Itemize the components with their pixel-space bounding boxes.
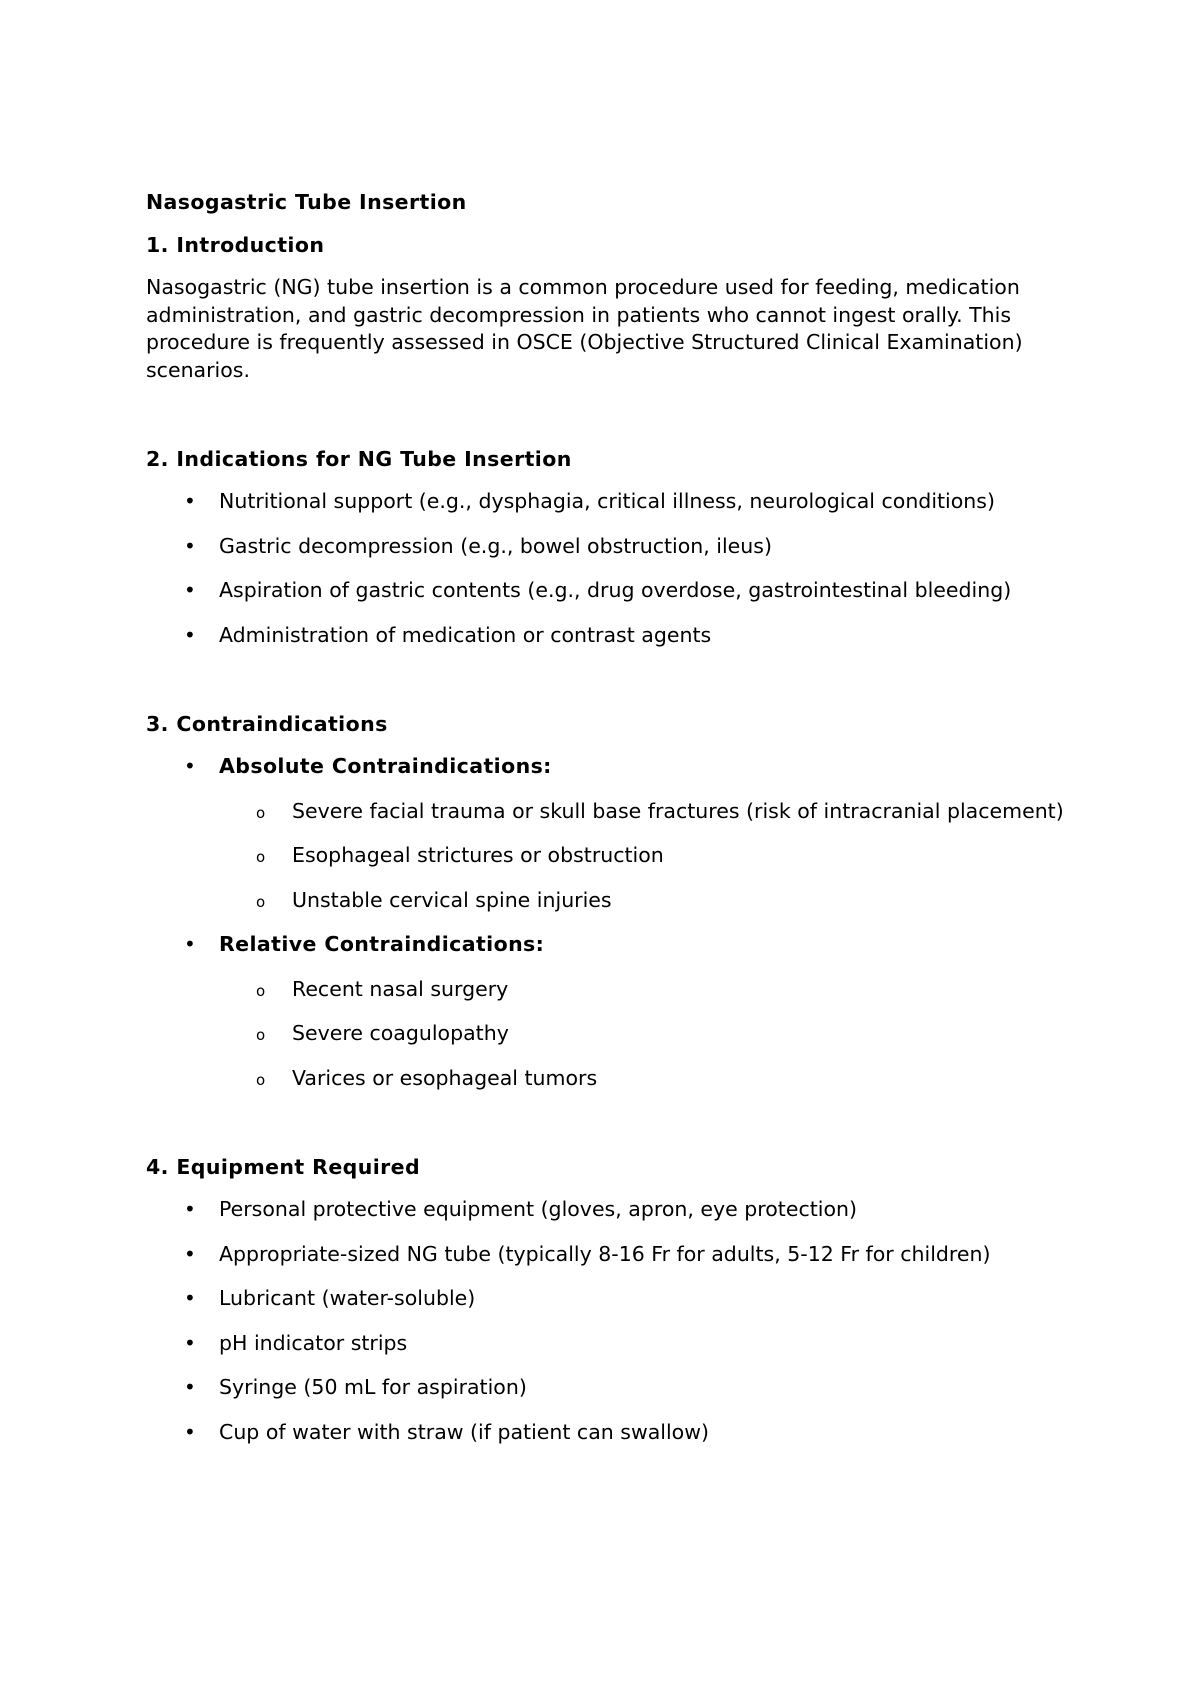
list-item xyxy=(146,1419,1076,1447)
sub-bullet-icon: o xyxy=(256,981,266,1000)
sub-list-item-text: Recent nasal surgery xyxy=(292,976,509,1001)
bullet-icon: • xyxy=(184,578,196,602)
sub-list-item xyxy=(219,842,1076,870)
bullet-icon: • xyxy=(184,533,196,558)
list-item-text: pH indicator strips xyxy=(219,1330,408,1355)
section-heading-equipment: 4. Equipment Required xyxy=(146,1155,421,1179)
sub-list-item-text: Esophageal strictures or obstruction xyxy=(292,843,664,867)
sub-bullet-icon: o xyxy=(256,1070,266,1089)
sub-list-item xyxy=(219,1065,1076,1093)
absolute-contraindications-label: Absolute Contraindications: xyxy=(219,754,552,778)
document-title: Nasogastric Tube Insertion xyxy=(146,190,467,214)
sub-list-item-text: Severe facial trauma or skull base fractures (risk of intracranial placement) xyxy=(292,798,1064,823)
list-item-text: Syringe (50 mL for aspiration) xyxy=(219,1375,527,1399)
sub-bullet-icon: o xyxy=(256,803,266,822)
sub-list-item xyxy=(219,798,1076,826)
list-item-text: Aspiration of gastric contents (e.g., drug overdose, gastrointestinal bleeding) xyxy=(219,578,1012,602)
section-heading-introduction: 1. Introduction xyxy=(146,233,325,257)
contraindications-list xyxy=(146,753,1076,1092)
bullet-icon: • xyxy=(184,1241,196,1266)
list-item-text: Gastric decompression (e.g., bowel obstruction, ileus) xyxy=(219,533,772,558)
list-item xyxy=(146,533,1076,561)
list-item xyxy=(146,488,1076,516)
bullet-icon: • xyxy=(184,622,196,647)
bullet-icon: • xyxy=(184,1286,196,1310)
section-heading-indications: 2. Indications for NG Tube Insertion xyxy=(146,447,572,471)
absolute-contraindications-list xyxy=(219,798,1076,915)
sub-list-item-text: Varices or esophageal tumors xyxy=(292,1065,598,1090)
list-item-text: Lubricant (water-soluble) xyxy=(219,1286,476,1310)
list-item-text: Nutritional support (e.g., dysphagia, critical illness, neurological conditions) xyxy=(219,489,995,513)
list-item xyxy=(146,1330,1076,1358)
sub-list-item-text: Unstable cervical spine injuries xyxy=(292,887,612,912)
list-item-text: Cup of water with straw (if patient can swallow) xyxy=(219,1419,709,1444)
relative-contraindications-label: Relative Contraindications: xyxy=(219,932,545,956)
bullet-icon: • xyxy=(184,1197,196,1221)
list-item-relative-contraindications xyxy=(146,931,1076,1092)
relative-contraindications-list xyxy=(219,976,1076,1093)
list-item xyxy=(146,1241,1076,1269)
introduction-paragraph: Nasogastric (NG) tube insertion is a common procedure used for feeding, medication administration, and gastric decompression in patients who cannot ingest orally. This procedure is frequently assessed in OSCE (Objective Structured Clinical Examination) scenarios. xyxy=(146,275,1023,382)
list-item xyxy=(146,1374,1076,1402)
bullet-icon: • xyxy=(184,489,196,513)
spacer xyxy=(146,384,1076,445)
list-item-text: Administration of medication or contrast agents xyxy=(219,622,712,647)
spacer xyxy=(146,666,1076,710)
list-item-text: Personal protective equipment (gloves, apron, eye protection) xyxy=(219,1197,857,1221)
sub-list-item xyxy=(219,887,1076,915)
sub-list-item-text: Severe coagulopathy xyxy=(292,1021,509,1045)
bullet-icon: • xyxy=(184,932,196,956)
list-item xyxy=(146,577,1076,605)
list-item xyxy=(146,1196,1076,1224)
bullet-icon: • xyxy=(184,1419,196,1444)
section-introduction xyxy=(146,231,1076,384)
document-page xyxy=(146,188,1076,1463)
spacer xyxy=(146,1109,1076,1153)
sub-bullet-icon: o xyxy=(256,848,266,866)
bullet-icon: • xyxy=(184,1375,196,1399)
sub-list-item xyxy=(219,1020,1076,1048)
sub-bullet-icon: o xyxy=(256,892,266,911)
list-item xyxy=(146,1285,1076,1313)
equipment-list xyxy=(146,1196,1076,1446)
list-item xyxy=(146,622,1076,650)
indications-list xyxy=(146,488,1076,649)
section-equipment xyxy=(146,1153,1076,1446)
bullet-icon: • xyxy=(184,754,196,778)
list-item-absolute-contraindications xyxy=(146,753,1076,914)
sub-bullet-icon: o xyxy=(256,1026,266,1044)
list-item-text: Appropriate-sized NG tube (typically 8-16 Fr for adults, 5-12 Fr for children) xyxy=(219,1241,991,1266)
bullet-icon: • xyxy=(184,1330,196,1355)
section-indications xyxy=(146,445,1076,649)
section-heading-contraindications: 3. Contraindications xyxy=(146,712,388,736)
section-contraindications xyxy=(146,710,1076,1092)
sub-list-item xyxy=(219,976,1076,1004)
